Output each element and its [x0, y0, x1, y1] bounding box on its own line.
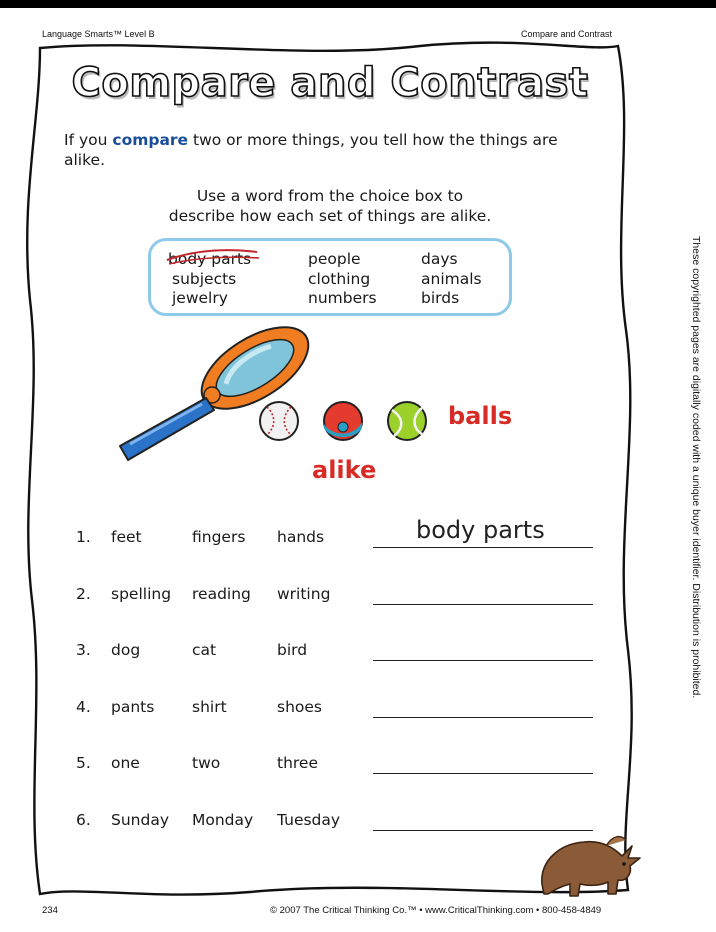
intro-text	[64, 130, 584, 170]
question-number: 2.	[76, 585, 91, 603]
rubber-ball-icon	[324, 402, 362, 440]
question-number: 3.	[76, 641, 91, 659]
question-row-6	[0, 811, 620, 841]
question-number: 1.	[76, 528, 91, 546]
page-title: Compare and Contrast	[71, 60, 589, 106]
question-row-5	[0, 754, 620, 784]
question-row-4	[0, 698, 620, 728]
intro-keyword: compare	[112, 131, 189, 149]
answer-line[interactable]	[373, 773, 593, 774]
choice-jewelry: jewelry	[172, 289, 228, 307]
question-word: spelling	[111, 585, 172, 603]
question-word: hands	[277, 528, 325, 546]
answer-line[interactable]	[373, 660, 593, 661]
instructions	[120, 186, 540, 226]
question-word: one	[111, 754, 140, 772]
answer-line[interactable]	[373, 717, 593, 718]
question-word: Sunday	[111, 811, 169, 829]
answer-line[interactable]	[373, 547, 593, 548]
question-word: two	[192, 754, 221, 772]
side-notice	[690, 236, 712, 706]
question-word: shirt	[192, 698, 227, 716]
question-number: 6.	[76, 811, 91, 829]
instruction-line-2: describe how each set of things are alike.	[168, 207, 492, 225]
baseball-icon	[260, 402, 298, 440]
example-label: balls	[448, 402, 513, 430]
magnifying-glass-icon	[110, 318, 320, 468]
instruction-line-1: Use a word from the choice box to	[196, 187, 464, 205]
choice-people: people	[308, 250, 361, 268]
choice-numbers: numbers	[308, 289, 377, 307]
strike-through-mark	[165, 246, 263, 270]
side-notice-text: These copyrighted pages are digitally coded with a unique buyer identifier. Distribution is prohibited.	[690, 236, 702, 699]
tennis-ball-icon	[388, 402, 426, 440]
intro-before: If you	[64, 131, 113, 149]
question-word: three	[277, 754, 319, 772]
triceratops-icon	[536, 832, 644, 900]
header-topic: Compare and Contrast	[521, 29, 613, 39]
question-word: bird	[277, 641, 308, 659]
choice-clothing: clothing	[308, 270, 371, 288]
footer-copyright: © 2007 The Critical Thinking Co.™ • www.CriticalThinking.com • 800-458-4849	[270, 905, 602, 916]
choice-body-parts: body parts	[168, 250, 252, 268]
question-word: reading	[192, 585, 251, 603]
question-row-2	[0, 585, 620, 615]
question-row-3	[0, 641, 620, 671]
example-balls	[256, 398, 436, 444]
page-number: 234	[42, 905, 58, 916]
example-caption: alike	[312, 456, 377, 484]
choice-birds: birds	[421, 289, 460, 307]
answer-text: body parts	[416, 516, 545, 544]
question-word: pants	[111, 698, 155, 716]
question-word: writing	[277, 585, 331, 603]
question-word: shoes	[277, 698, 322, 716]
question-word: Monday	[192, 811, 254, 829]
question-row-1	[0, 516, 620, 558]
question-number: 5.	[76, 754, 91, 772]
question-word: dog	[111, 641, 141, 659]
question-word: feet	[111, 528, 142, 546]
answer-line[interactable]	[373, 830, 593, 831]
choice-days: days	[421, 250, 458, 268]
question-number: 4.	[76, 698, 91, 716]
choice-subjects: subjects	[172, 270, 237, 288]
question-word: fingers	[192, 528, 246, 546]
question-word: cat	[192, 641, 217, 659]
header-series: Language Smarts™ Level B	[42, 29, 155, 39]
answer-line[interactable]	[373, 604, 593, 605]
intro-after: two or more things, you tell how the things are alike.	[64, 131, 558, 169]
question-word: Tuesday	[277, 811, 341, 829]
choice-animals: animals	[421, 270, 482, 288]
